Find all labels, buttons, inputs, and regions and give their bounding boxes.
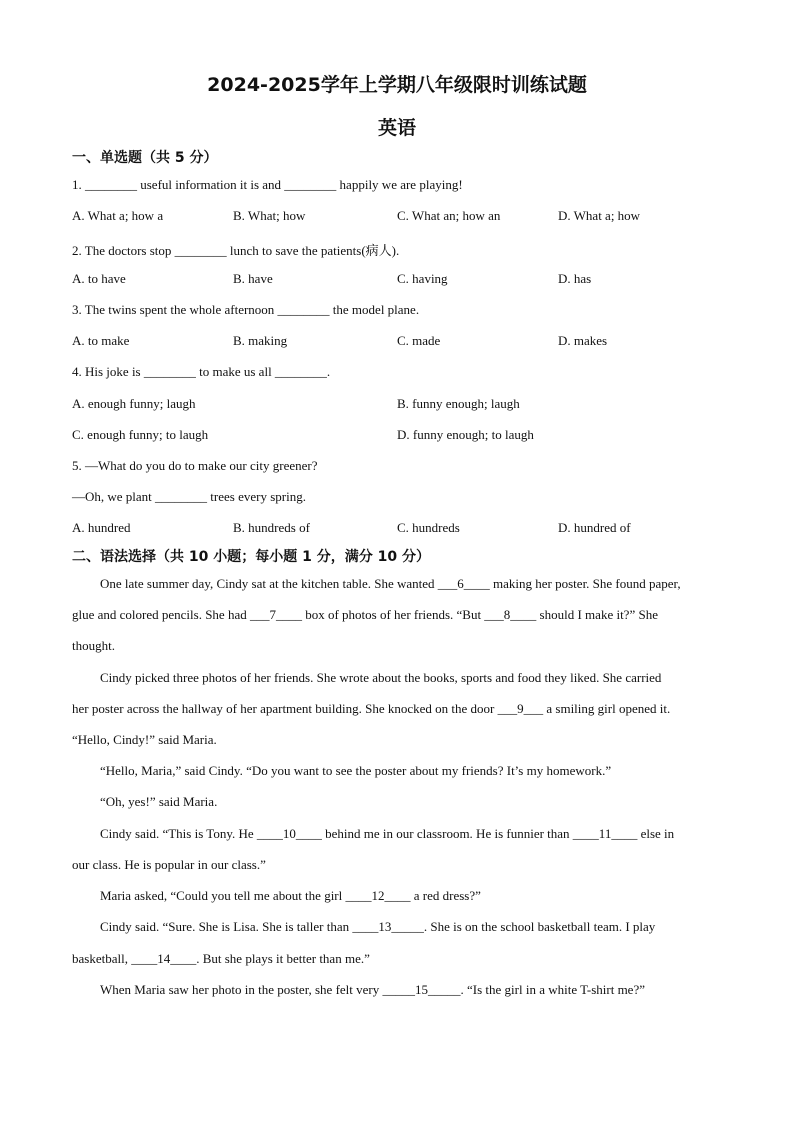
question-3-stem: 3. The twins spent the whole afternoon ________ the model plane. xyxy=(72,302,420,317)
exam-title: 2024-2025学年上学期八年级限时训练试题 xyxy=(207,74,587,96)
question-2-option-d: D. has xyxy=(558,271,592,286)
section-heading-grammar-choice: 二、语法选择（共 10 小题；每小题 1 分，满分 10 分） xyxy=(72,549,430,565)
passage-line: her poster across the hallway of her apartment building. She knocked on the door ___9___ a smiling girl opened it. xyxy=(72,701,671,716)
passage-line: When Maria saw her photo in the poster, she felt very _____15_____. “Is the girl in a white T-shirt me?” xyxy=(100,982,645,997)
section-heading-single-choice: 一、单选题（共 5 分） xyxy=(72,150,218,166)
question-4-option-d: D. funny enough; to laugh xyxy=(397,427,534,442)
passage-line: “Oh, yes!” said Maria. xyxy=(100,794,218,809)
passage-line: Cindy said. “This is Tony. He ____10____ behind me in our classroom. He is funnier than ____11____ else in xyxy=(100,826,675,841)
passage-line: Maria asked, “Could you tell me about the girl ____12____ a red dress?” xyxy=(100,888,481,903)
question-1-option-a: A. What a; how a xyxy=(72,208,164,223)
question-1-option-d: D. What a; how xyxy=(558,208,641,223)
question-5-stem-line-2: —Oh, we plant ________ trees every spring. xyxy=(72,489,306,504)
question-1-stem: 1. ________ useful information it is and ________ happily we are playing! xyxy=(72,177,463,192)
passage-line: basketball, ____14____. But she plays it better than me.” xyxy=(72,951,370,966)
passage-line: One late summer day, Cindy sat at the kitchen table. She wanted ___6____ making her poster. She found paper, xyxy=(100,576,681,591)
question-5-option-c: C. hundreds xyxy=(397,520,460,535)
question-5-option-a: A. hundred xyxy=(72,520,131,535)
passage-line: “Hello, Maria,” said Cindy. “Do you want to see the poster about my friends? It’s my homework.” xyxy=(100,763,612,778)
passage-line: our class. He is popular in our class.” xyxy=(72,857,266,872)
question-4-stem: 4. His joke is ________ to make us all ________. xyxy=(72,364,331,379)
question-5-option-d: D. hundred of xyxy=(558,520,631,535)
passage-line: Cindy said. “Sure. She is Lisa. She is taller than ____13_____. She is on the school basketball team. I play xyxy=(100,919,656,934)
question-4-option-a: A. enough funny; laugh xyxy=(72,396,196,411)
question-3-option-c: C. made xyxy=(397,333,441,348)
question-5-option-b: B. hundreds of xyxy=(233,520,310,535)
question-3-option-a: A. to make xyxy=(72,333,130,348)
question-3-option-b: B. making xyxy=(233,333,288,348)
question-4-option-c: C. enough funny; to laugh xyxy=(72,427,209,442)
passage-line: Cindy picked three photos of her friends. She wrote about the books, sports and food they liked. She carried xyxy=(100,670,662,685)
question-2-stem: 2. The doctors stop ________ lunch to save the patients(病人). xyxy=(72,243,400,258)
question-2-option-a: A. to have xyxy=(72,271,126,286)
question-1-option-c: C. What an; how an xyxy=(397,208,501,223)
question-1-option-b: B. What; how xyxy=(233,208,306,223)
question-4-option-b: B. funny enough; laugh xyxy=(397,396,520,411)
passage-line: “Hello, Cindy!” said Maria. xyxy=(72,732,217,747)
passage-line: thought. xyxy=(72,638,115,653)
question-2-option-b: B. have xyxy=(233,271,273,286)
question-3-option-d: D. makes xyxy=(558,333,608,348)
question-5-stem: 5. —What do you do to make our city greener? xyxy=(72,458,318,473)
exam-subject: 英语 xyxy=(377,117,416,139)
question-2-option-c: C. having xyxy=(397,271,448,286)
passage-line: glue and colored pencils. She had ___7____ box of photos of her friends. “But ___8____ should I make it?” She xyxy=(72,607,658,622)
